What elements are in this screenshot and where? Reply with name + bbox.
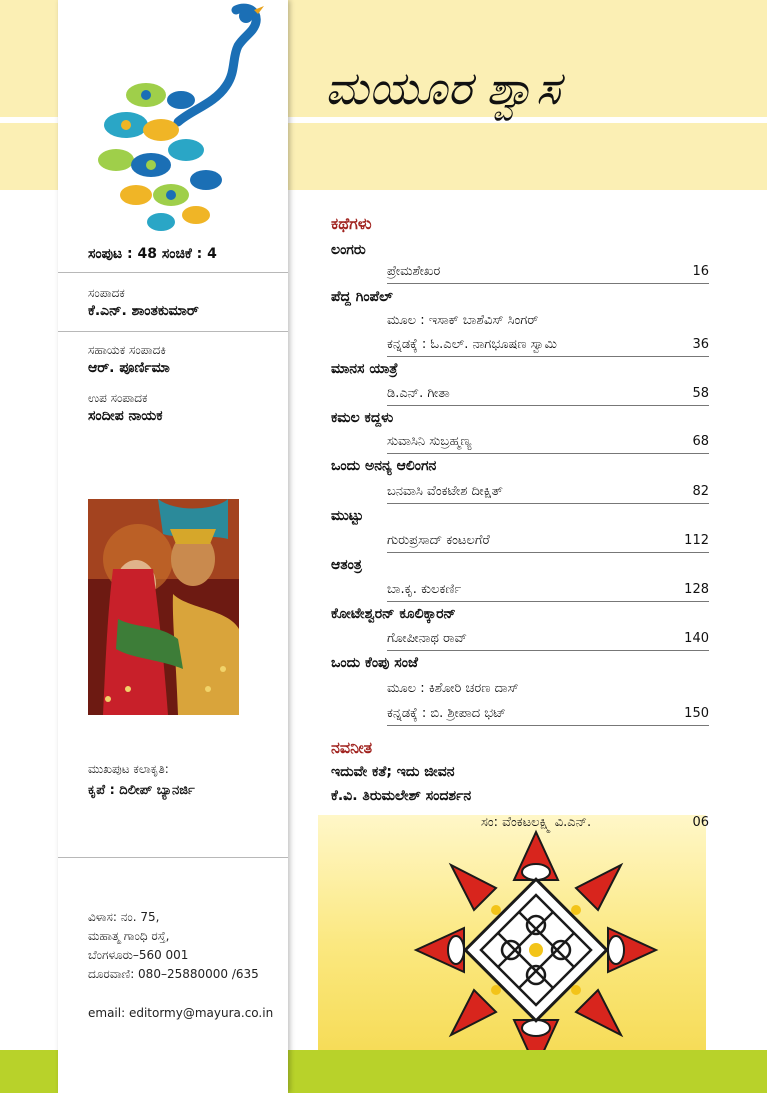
- divider: [387, 552, 709, 553]
- divider: [58, 331, 288, 332]
- email-address[interactable]: email: editormy@mayura.co.in: [88, 1006, 274, 1020]
- divider: [387, 601, 709, 602]
- asst-editor-name: ಆರ್. ಪೂರ್ಣಿಮಾ: [88, 360, 170, 376]
- page-number: 68: [692, 434, 709, 449]
- section-heading-navaneeta: ನವನೀತ: [331, 738, 373, 757]
- title-logotype: [325, 48, 705, 128]
- divider: [387, 283, 709, 284]
- story-title[interactable]: ಮುಟ್ಟು: [331, 508, 364, 524]
- page-number: 58: [692, 386, 709, 401]
- issue-volume: ಸಂಪುಟ : 48 ಸಂಚಿಕೆ : 4: [88, 246, 217, 262]
- story-title[interactable]: ಕೋಟೇಶ್ವರನ್ ಕೂಲಿಕ್ಕಾರನ್: [331, 606, 456, 622]
- cover-artwork-image: [88, 499, 239, 715]
- divider: [58, 857, 288, 858]
- page-number: 140: [684, 631, 709, 646]
- cover-artwork: [88, 499, 239, 715]
- divider: [387, 356, 709, 357]
- story-title[interactable]: ಲಂಗರು: [331, 242, 366, 258]
- story-author: ಗೋಪೀನಾಥ ರಾವ್ 140: [387, 631, 709, 646]
- story-author: ಮೂಲ : ಕಿಶೋರಿ ಚರಣ ದಾಸ್: [387, 681, 519, 696]
- page-number: 36: [692, 337, 709, 352]
- magazine-title: [325, 48, 705, 128]
- story-title[interactable]: ಪೆದ್ದ ಗಿಂಪೆಲ್: [331, 289, 393, 305]
- divider: [387, 453, 709, 454]
- story-title[interactable]: ಕಮಲ ಕದ್ದಳು: [331, 410, 394, 426]
- story-author: ಮೂಲ : ಇಸಾಕ್ ಬಾಶೆವಿಸ್ ಸಿಂಗರ್: [387, 313, 539, 328]
- story-author: ಬಾ.ಕೃ. ಕುಲಕರ್ಣಿ 128: [387, 582, 709, 597]
- phone-line: ದೂರವಾಣಿ: 080–25880000 /635: [88, 967, 259, 981]
- address-line: ಬೆಂಗಳೂರು–560 001: [88, 948, 189, 962]
- page-number: 128: [684, 582, 709, 597]
- story-translator: ಕನ್ನಡಕ್ಕೆ : ಓ.ಎಲ್. ನಾಗಭೂಷಣ ಸ್ವಾಮಿ 36: [387, 337, 709, 352]
- cover-art-label: ಮುಖಪುಟ ಕಲಾಕೃತಿ:: [88, 762, 169, 776]
- title-text: ಮಯೂರ ಶ್ವಾಸ: [325, 61, 561, 115]
- story-author: ಗುರುಪ್ರಸಾದ್ ಕಂಟಲಗೆರೆ 112: [387, 533, 709, 548]
- page-number: 112: [684, 533, 709, 548]
- sidebar: [58, 0, 288, 1093]
- divider: [58, 272, 288, 273]
- story-title[interactable]: ಮಾನಸ ಯಾತ್ರೆ: [331, 361, 398, 377]
- peacock-logo-icon: [86, 0, 266, 240]
- page-number: 16: [692, 264, 709, 279]
- address-line: ಮಹಾತ್ಮ ಗಾಂಧಿ ರಸ್ತೆ,: [88, 929, 170, 943]
- rangoli-panel: [318, 815, 706, 1050]
- divider: [387, 503, 709, 504]
- story-author: ಬನವಾಸಿ ವೆಂಕಟೇಶ ದೀಕ್ಷಿತ್ 82: [387, 484, 709, 499]
- asst-editor-label: ಸಹಾಯಕ ಸಂಪಾದಕಿ: [88, 343, 166, 357]
- divider: [387, 405, 709, 406]
- story-title[interactable]: ಒಂದು ಅನನ್ಯ ಆಲಿಂಗನ: [331, 458, 437, 474]
- story-author: ಡಿ.ಎನ್. ಗೀತಾ 58: [387, 386, 709, 401]
- feature-author: ಸಂ: ವೆಂಕಟಲಕ್ಷ್ಮಿ ವಿ.ಎನ್. 06: [481, 815, 709, 830]
- sub-editor-name: ಸಂದೀಪ ನಾಯಕ: [88, 408, 163, 424]
- editor-name: ಕೆ.ಎನ್. ಶಾಂತಕುಮಾರ್: [88, 303, 199, 319]
- story-author: ಪ್ರೇಮಶೇಖರ 16: [387, 264, 709, 279]
- feature-subtitle[interactable]: ಕೆ.ವಿ. ತಿರುಮಲೇಶ್ ಸಂದರ್ಶನ: [331, 788, 472, 804]
- address-line: ವಿಳಾಸ: ನಂ. 75,: [88, 910, 160, 924]
- page-number: 150: [684, 706, 709, 721]
- sub-editor-label: ಉಪ ಸಂಪಾದಕ: [88, 391, 148, 405]
- story-translator: ಕನ್ನಡಕ್ಕೆ : ಬಿ. ಶ್ರೀಪಾದ ಭಟ್ 150: [387, 706, 709, 721]
- divider: [387, 725, 709, 726]
- feature-title[interactable]: ಇದುವೇ ಕತೆ; ಇದು ಜೀವನ: [331, 764, 455, 780]
- cover-art-credit: ಕೃಪೆ : ದಿಲೀಪ್ ಬ್ಯಾನರ್ಜಿ: [88, 783, 195, 798]
- page-number: 06: [692, 815, 709, 830]
- story-title[interactable]: ಒಂದು ಕೆಂಪು ಸಂಜೆ: [331, 655, 418, 671]
- address-block: [88, 908, 259, 984]
- story-author: ಸುವಾಸಿನಿ ಸುಬ್ರಹ್ಮಣ್ಯ 68: [387, 434, 709, 449]
- rangoli-illustration: [318, 815, 706, 1050]
- editor-label: ಸಂಪಾದಕ: [88, 286, 125, 300]
- page-number: 82: [692, 484, 709, 499]
- divider: [387, 650, 709, 651]
- story-title[interactable]: ಆತಂತ್ರ: [331, 557, 362, 573]
- section-heading-stories: ಕಥೆಗಳು: [331, 214, 372, 233]
